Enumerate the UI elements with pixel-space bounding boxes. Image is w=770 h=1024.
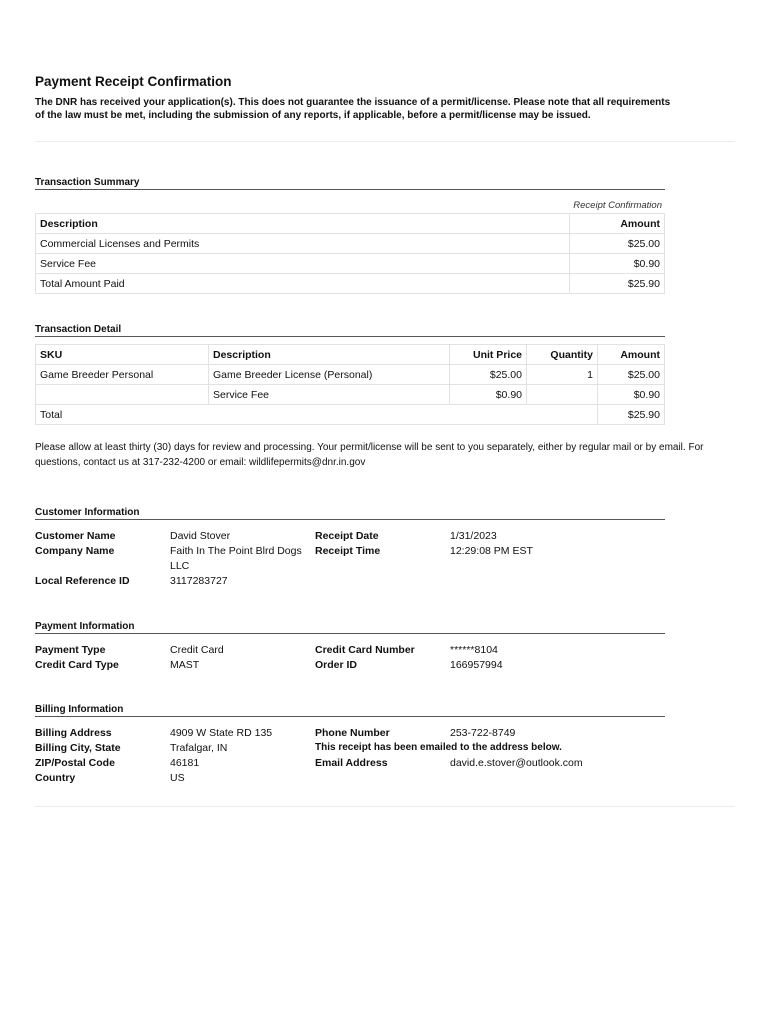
receipt-time: 12:29:08 PM EST bbox=[450, 545, 533, 557]
customer-information bbox=[35, 530, 665, 590]
billing-address-label: Billing Address bbox=[35, 727, 112, 739]
phone-number: 253-722-8749 bbox=[450, 727, 516, 739]
transaction-summary bbox=[35, 200, 665, 294]
table-header-row bbox=[36, 345, 665, 365]
company-name-line2: LLC bbox=[170, 560, 190, 572]
company-name-label: Company Name bbox=[35, 545, 115, 557]
processing-note: Please allow at least thirty (30) days for review and processing. Your permit/license will be sent to you separately, either by regular mail or by email. For questions, contact us at 317-232-4200 or email: wildlifepermits@dnr.in.gov bbox=[35, 442, 704, 468]
billing-information-heading: Billing Information bbox=[35, 704, 665, 717]
total-label: Total bbox=[36, 405, 598, 425]
billing-city: Trafalgar, IN bbox=[170, 742, 228, 754]
divider bbox=[35, 141, 735, 142]
zip-code: 46181 bbox=[170, 757, 200, 769]
local-reference-label: Local Reference ID bbox=[35, 575, 130, 587]
billing-city-label: Billing City, State bbox=[35, 742, 121, 754]
table-row bbox=[36, 365, 665, 385]
col-description: Description bbox=[36, 214, 570, 234]
total-amount: $25.90 bbox=[598, 405, 665, 425]
email-address: david.e.stover@outlook.com bbox=[450, 757, 583, 769]
payment-information-heading: Payment Information bbox=[35, 621, 665, 634]
table-row bbox=[36, 274, 665, 294]
summary-description: Commercial Licenses and Permits bbox=[36, 234, 570, 254]
detail-table bbox=[35, 344, 665, 425]
emailed-note: This receipt has been emailed to the address below. bbox=[315, 742, 562, 753]
country: US bbox=[170, 772, 185, 784]
col-amount: Amount bbox=[570, 214, 665, 234]
page-title: Payment Receipt Confirmation bbox=[35, 74, 232, 89]
payment-type-label: Payment Type bbox=[35, 644, 106, 656]
country-label: Country bbox=[35, 772, 76, 784]
customer-name: David Stover bbox=[170, 530, 231, 542]
detail-description: Service Fee bbox=[209, 385, 450, 405]
payment-type: Credit Card bbox=[170, 644, 224, 656]
table-row bbox=[36, 254, 665, 274]
detail-amount: $25.00 bbox=[598, 365, 665, 385]
detail-unit-price: $25.00 bbox=[450, 365, 527, 385]
local-reference-id: 3117283727 bbox=[170, 575, 228, 587]
summary-table bbox=[35, 213, 665, 294]
intro-text: The DNR has received your application(s). This does not guarantee the issuance of a permit/license. Please note that all requirements of the law must be met, including the submission of any reports, if applicable, before a permit/license may be issued. bbox=[35, 97, 671, 121]
detail-quantity bbox=[527, 385, 598, 405]
receipt-time-label: Receipt Time bbox=[315, 545, 381, 557]
receipt-date-label: Receipt Date bbox=[315, 530, 379, 542]
table-header-row bbox=[36, 214, 665, 234]
card-type: MAST bbox=[170, 659, 200, 671]
summary-amount: $25.90 bbox=[570, 274, 665, 294]
detail-sku: Game Breeder Personal bbox=[36, 365, 209, 385]
transaction-summary-heading: Transaction Summary bbox=[35, 177, 665, 190]
card-number-label: Credit Card Number bbox=[315, 644, 415, 656]
summary-amount: $0.90 bbox=[570, 254, 665, 274]
col-description: Description bbox=[209, 345, 450, 365]
divider bbox=[35, 806, 735, 807]
billing-address: 4909 W State RD 135 bbox=[170, 727, 273, 739]
company-name: Faith In The Point Blrd Dogs bbox=[170, 545, 302, 557]
detail-sku bbox=[36, 385, 209, 405]
receipt-date: 1/31/2023 bbox=[450, 530, 497, 542]
summary-description: Service Fee bbox=[36, 254, 570, 274]
col-sku: SKU bbox=[36, 345, 209, 365]
col-amount: Amount bbox=[598, 345, 665, 365]
receipt-confirmation-caption: Receipt Confirmation bbox=[573, 200, 662, 211]
receipt-header bbox=[35, 74, 735, 122]
email-address-label: Email Address bbox=[315, 757, 388, 769]
summary-amount: $25.00 bbox=[570, 234, 665, 254]
card-number: ******8104 bbox=[450, 644, 498, 656]
table-row bbox=[36, 385, 665, 405]
col-unit-price: Unit Price bbox=[450, 345, 527, 365]
detail-quantity: 1 bbox=[527, 365, 598, 385]
zip-label: ZIP/Postal Code bbox=[35, 757, 115, 769]
order-id-label: Order ID bbox=[315, 659, 358, 671]
detail-unit-price: $0.90 bbox=[450, 385, 527, 405]
card-type-label: Credit Card Type bbox=[35, 659, 119, 671]
transaction-detail-heading: Transaction Detail bbox=[35, 324, 665, 337]
detail-description: Game Breeder License (Personal) bbox=[209, 365, 450, 385]
summary-description: Total Amount Paid bbox=[36, 274, 570, 294]
billing-information bbox=[35, 727, 665, 787]
order-id: 166957994 bbox=[450, 659, 503, 671]
total-row bbox=[36, 405, 665, 425]
col-quantity: Quantity bbox=[527, 345, 598, 365]
customer-name-label: Customer Name bbox=[35, 530, 116, 542]
table-row bbox=[36, 234, 665, 254]
detail-amount: $0.90 bbox=[598, 385, 665, 405]
payment-information bbox=[35, 644, 665, 674]
phone-number-label: Phone Number bbox=[315, 727, 390, 739]
customer-information-heading: Customer Information bbox=[35, 507, 665, 520]
